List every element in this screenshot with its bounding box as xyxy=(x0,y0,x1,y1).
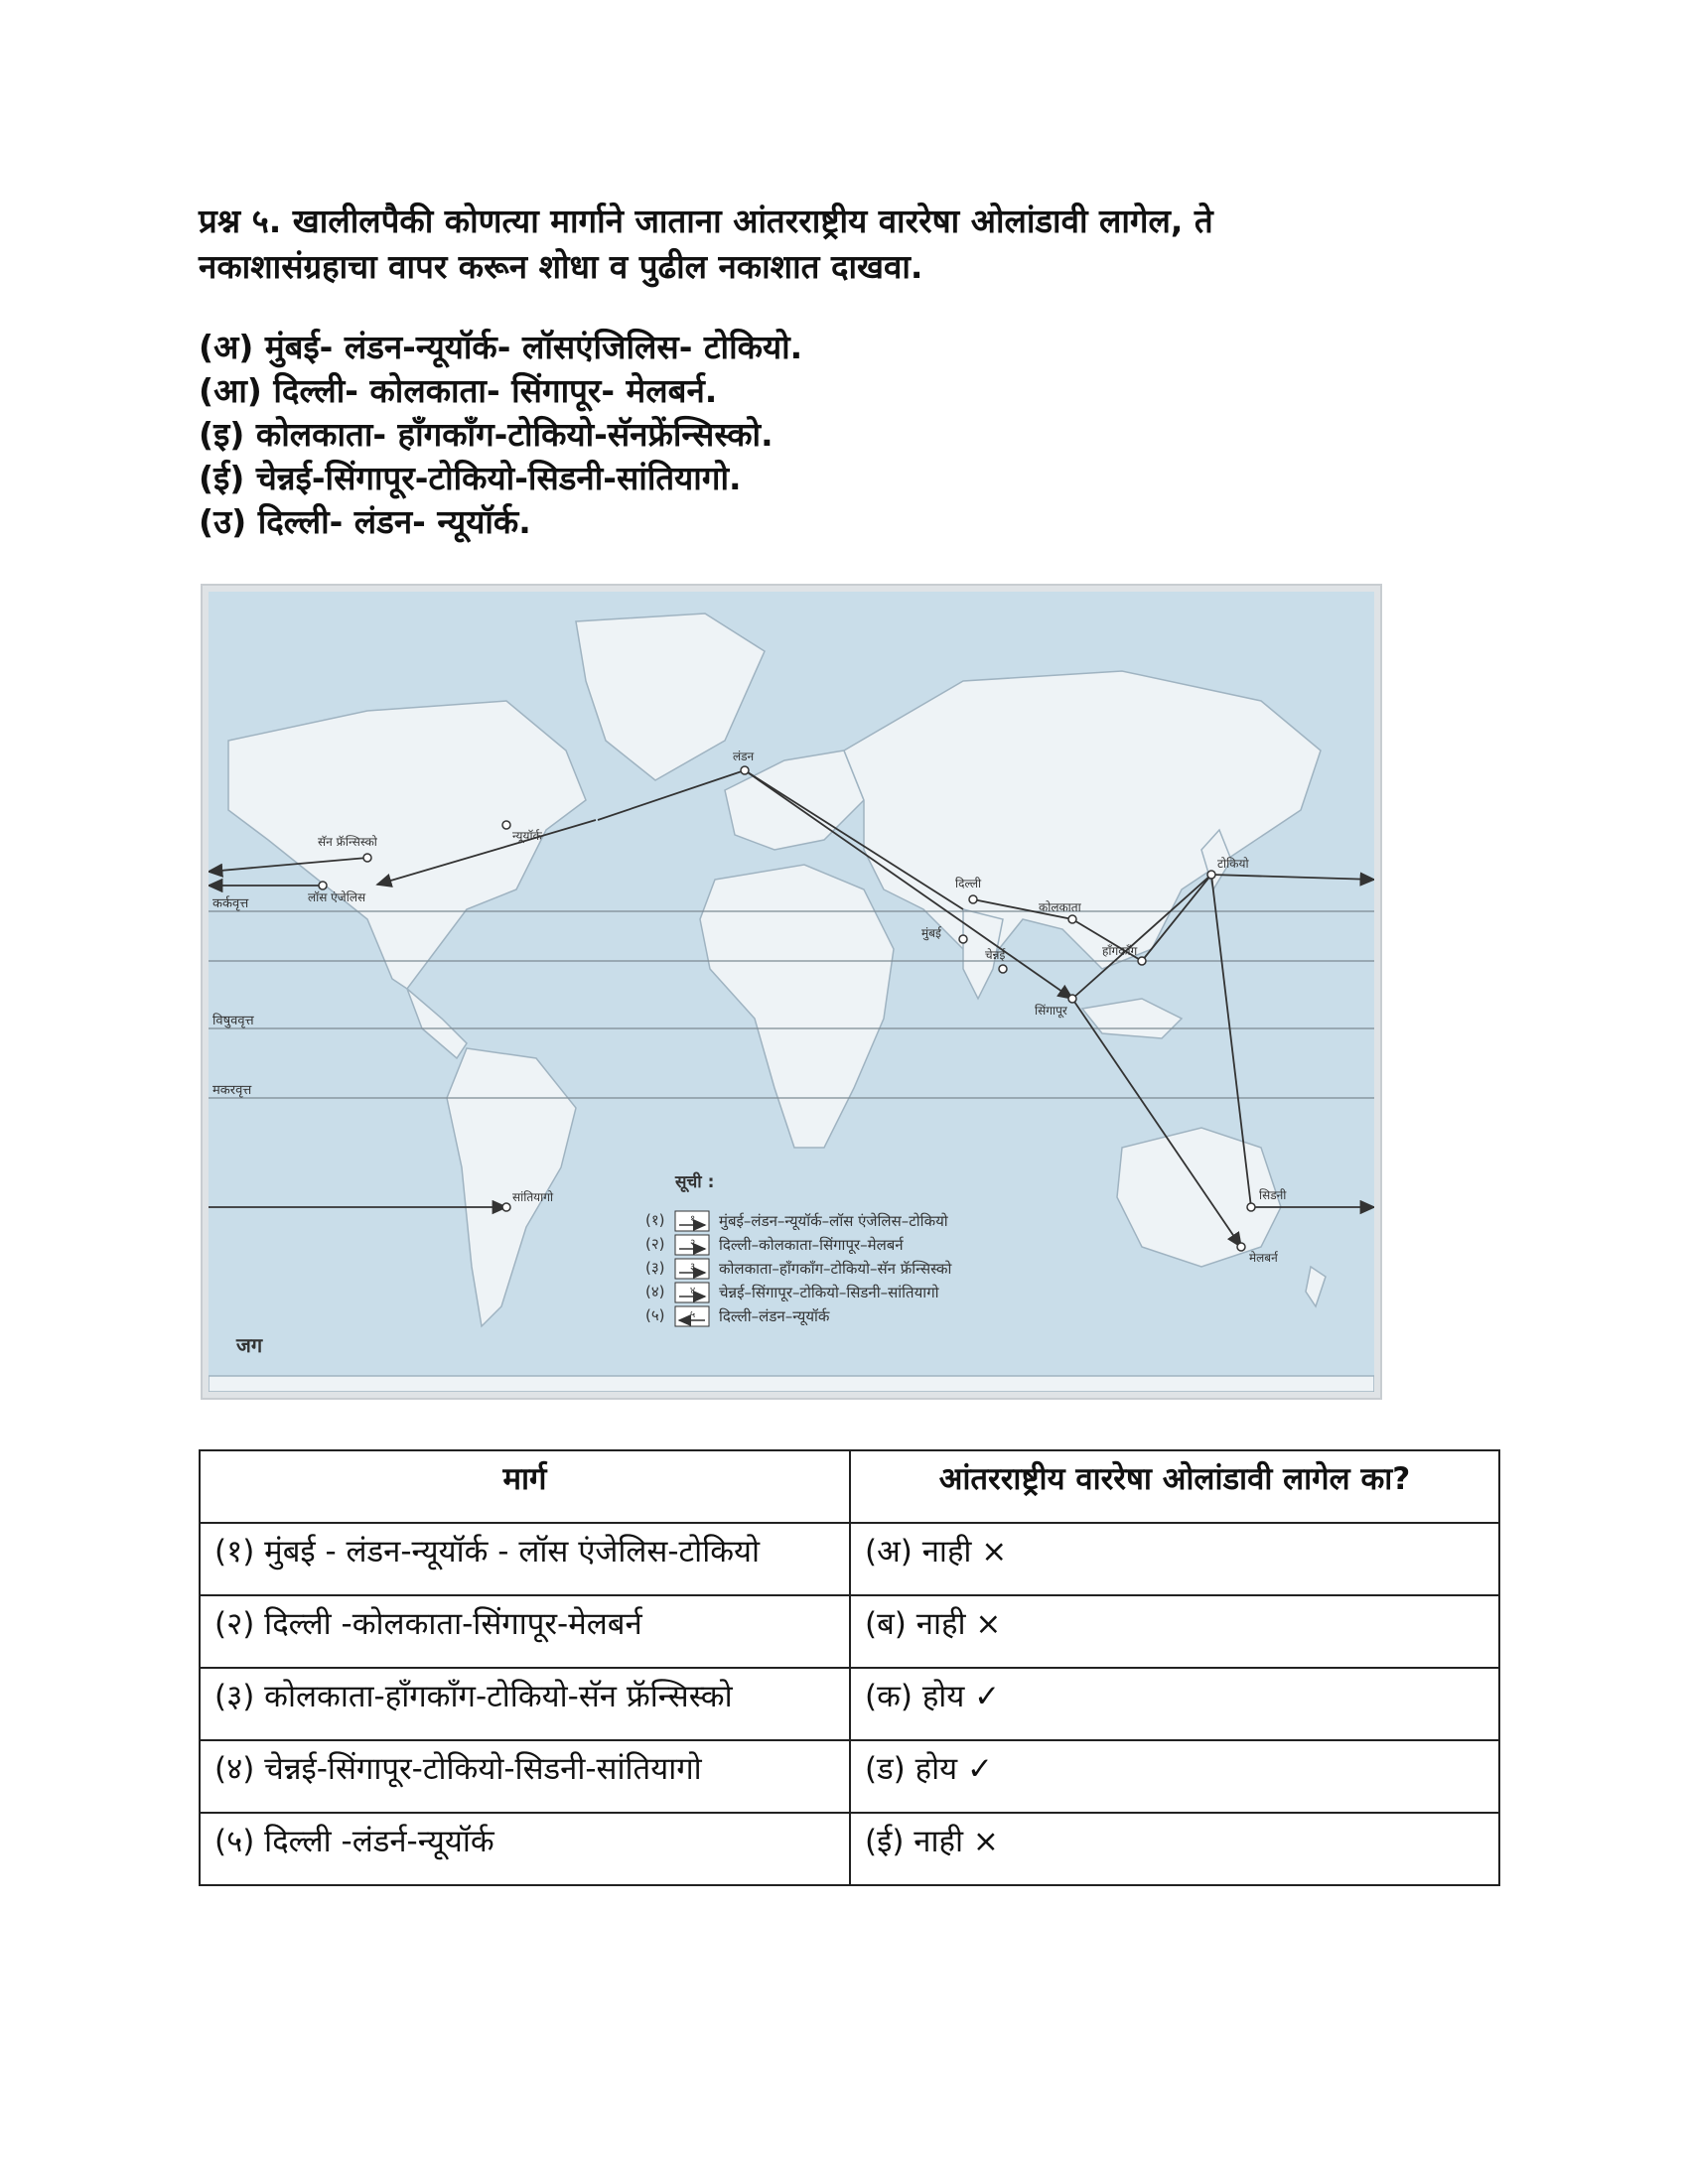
marker-tokyo xyxy=(1207,871,1215,879)
legend-item-4-num: (४) xyxy=(645,1283,665,1300)
legend-item-4-text: चेन्नई–सिंगापूर–टोकियो–सिडनी–सांतियागो xyxy=(719,1284,939,1301)
route-cell: (२) दिल्ली -कोलकाता-सिंगापूर-मेलबर्न xyxy=(200,1595,850,1668)
legend-item-5-num: (५) xyxy=(645,1306,665,1324)
table-row xyxy=(200,1668,1499,1740)
legend-item-1-text: मुंबई–लंडन–न्यूयॉर्क–लॉस एंजेलिस–टोकियो xyxy=(719,1212,948,1230)
legend-title: सूची : xyxy=(675,1172,715,1192)
label-melbourne: मेलबर्न xyxy=(1249,1251,1278,1265)
world-map-figure xyxy=(201,584,1382,1400)
label-tokyo: टोकियो xyxy=(1217,857,1249,871)
label-delhi: दिल्ली xyxy=(955,877,982,890)
tropic-of-capricorn-label: मकरवृत्त xyxy=(212,1083,252,1098)
marker-london xyxy=(741,766,749,774)
marker-sanfrancisco xyxy=(363,854,371,862)
table-row xyxy=(200,1595,1499,1668)
legend-item-1-key-num: १ xyxy=(690,1214,696,1225)
map-title: जग xyxy=(236,1333,263,1357)
legend-item-4-key-num: ४ xyxy=(690,1286,696,1297)
legend-item-3-num: (३) xyxy=(645,1259,665,1277)
route-cell: (४) चेन्नई-सिंगापूर-टोकियो-सिडनी-सांतियागो xyxy=(200,1740,850,1813)
option-aa: (आ) दिल्ली- कोलकाता- सिंगापूर- मेलबर्न. xyxy=(199,371,718,410)
route-cell: (१) मुंबई - लंडन-न्यूयॉर्क - लॉस एंजेलिस-टोकियो xyxy=(200,1523,850,1595)
marker-singapore xyxy=(1068,995,1076,1003)
legend-item-2-text: दिल्ली–कोलकाता–सिंगापूर–मेलबर्न xyxy=(719,1236,904,1254)
label-santiago: सांतियागो xyxy=(512,1190,554,1204)
label-sanfrancisco: सॅन फ्रॅन्सिस्को xyxy=(318,835,377,849)
route-cell: (३) कोलकाता-हाँगकाँग-टोकियो-सॅन फ्रॅन्सिस्को xyxy=(200,1668,850,1740)
marker-kolkata xyxy=(1068,915,1076,923)
question-text xyxy=(199,199,1489,290)
answer-cell: (ब) नाही × xyxy=(850,1595,1499,1668)
label-singapore: सिंगापूर xyxy=(1035,1004,1067,1018)
legend-item-3-key-num: ३ xyxy=(690,1262,696,1273)
table-row xyxy=(200,1523,1499,1595)
marker-hongkong xyxy=(1138,957,1146,965)
marker-newyork xyxy=(502,821,510,829)
marker-mumbai xyxy=(959,935,967,943)
label-hongkong: हाँगकाँग xyxy=(1102,944,1138,958)
option-a: (अ) मुंबई- लंडन-न्यूयॉर्क- लॉसएंजिलिस- टोकियो. xyxy=(199,328,803,366)
question-line-1: प्रश्न ५. खालीलपैकी कोणत्या मार्गाने जाताना आंतरराष्ट्रीय वाररेषा ओलांडावी लागेल, ते xyxy=(199,202,1213,240)
option-i: (इ) कोलकाता- हाँगकाँग-टोकियो-सॅनफ्रेंन्सिस्को. xyxy=(199,415,774,454)
legend-item-1-num: (१) xyxy=(645,1211,665,1229)
answer-cell: (अ) नाही × xyxy=(850,1523,1499,1595)
legend-item-2-key-num: २ xyxy=(690,1238,696,1249)
table-row xyxy=(200,1813,1499,1885)
australia xyxy=(1117,1128,1281,1267)
marker-chennai xyxy=(999,965,1007,973)
table-row xyxy=(200,1740,1499,1813)
legend-item-5-text: दिल्ली–लंडन–न्यूयॉर्क xyxy=(719,1307,830,1325)
marker-delhi xyxy=(969,895,977,903)
equator-label: विषुववृत्त xyxy=(212,1014,254,1028)
label-chennai: चेन्नई xyxy=(985,948,1006,962)
answer-cell: (ई) नाही × xyxy=(850,1813,1499,1885)
label-kolkata: कोलकाता xyxy=(1039,900,1081,914)
option-u: (उ) दिल्ली- लंडन- न्यूयॉर्क. xyxy=(199,502,531,541)
label-london: लंडन xyxy=(733,750,755,763)
legend-item-5-key-num: ५ xyxy=(690,1309,696,1320)
marker-sydney xyxy=(1247,1203,1255,1211)
tropic-of-cancer-label: कर्कवृत्त xyxy=(212,896,249,911)
marker-santiago xyxy=(502,1203,510,1211)
option-ii: (ई) चेन्नई-सिंगापूर-टोकियो-सिडनी-सांतियागो. xyxy=(199,459,742,497)
marker-losangeles xyxy=(319,882,327,889)
antarctica xyxy=(209,1376,1374,1392)
label-sydney: सिडनी xyxy=(1259,1188,1287,1202)
legend-item-3-text: कोलकाता–हाँगकाँग–टोकियो–सॅन फ्रॅन्सिस्को xyxy=(719,1260,952,1278)
label-newyork: न्यूयॉर्क xyxy=(512,829,542,843)
question-line-2: नकाशासंग्रहाचा वापर करून शोधा व पुढील नकाशात दाखवा. xyxy=(199,247,923,286)
legend-item-2-num: (२) xyxy=(645,1235,665,1253)
label-losangeles: लॉस एंजेलिस xyxy=(308,890,366,904)
marker-melbourne xyxy=(1237,1243,1245,1251)
world-map xyxy=(209,592,1374,1392)
options-list xyxy=(199,326,1489,544)
table-header-row xyxy=(200,1450,1499,1523)
header-crossing: आंतरराष्ट्रीय वाररेषा ओलांडावी लागेल का? xyxy=(850,1450,1499,1523)
answer-cell: (ड) होय ✓ xyxy=(850,1740,1499,1813)
label-mumbai: मुंबई xyxy=(921,926,941,940)
answer-table xyxy=(199,1449,1500,1886)
route-cell: (५) दिल्ली -लंडर्न-न्यूयॉर्क xyxy=(200,1813,850,1885)
answer-cell: (क) होय ✓ xyxy=(850,1668,1499,1740)
header-route: मार्ग xyxy=(200,1450,850,1523)
